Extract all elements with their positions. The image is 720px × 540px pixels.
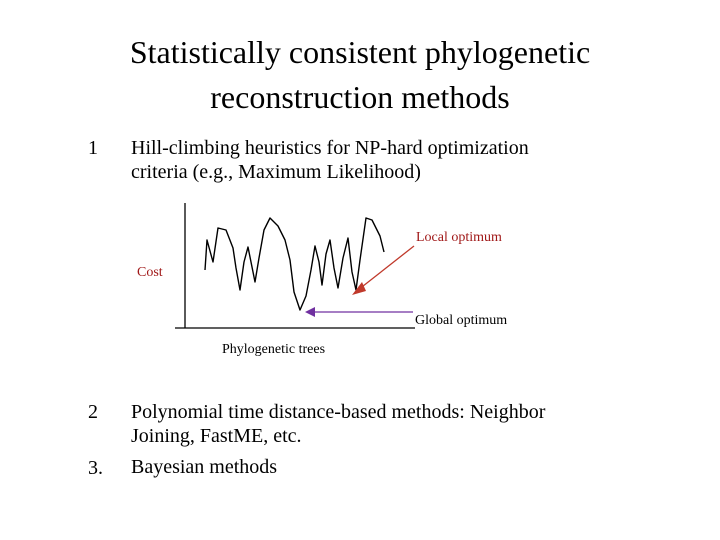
item-2-text [131,400,545,448]
item-2-number: 2 [88,401,98,423]
item-2-line-2: Joining, FastME, etc. [131,425,302,447]
item-1-line-1: Hill-climbing heuristics for NP-hard optimization [131,137,529,159]
global-optimum-label: Global optimum [415,313,508,328]
cost-curve [205,218,384,310]
item-3-line-1: Bayesian methods [131,456,278,478]
title-line-2: reconstruction methods [210,79,510,115]
phylogenetic-trees-axis-label: Phylogenetic trees [222,342,326,357]
item-3-text [131,455,277,479]
local-optimum-arrow [358,246,414,290]
local-optimum-label: Local optimum [416,230,502,245]
title-line-1: Statistically consistent phylogenetic [129,34,591,70]
item-3-number: 3. [88,457,103,479]
item-2-line-1: Polynomial time distance-based methods: Neighbor [131,401,546,423]
cost-axis-label: Cost [137,265,163,280]
item-1-number: 1 [88,137,98,159]
global-optimum-arrowhead [305,307,315,317]
item-1-line-2: criteria (e.g., Maximum Likelihood) [131,161,421,183]
